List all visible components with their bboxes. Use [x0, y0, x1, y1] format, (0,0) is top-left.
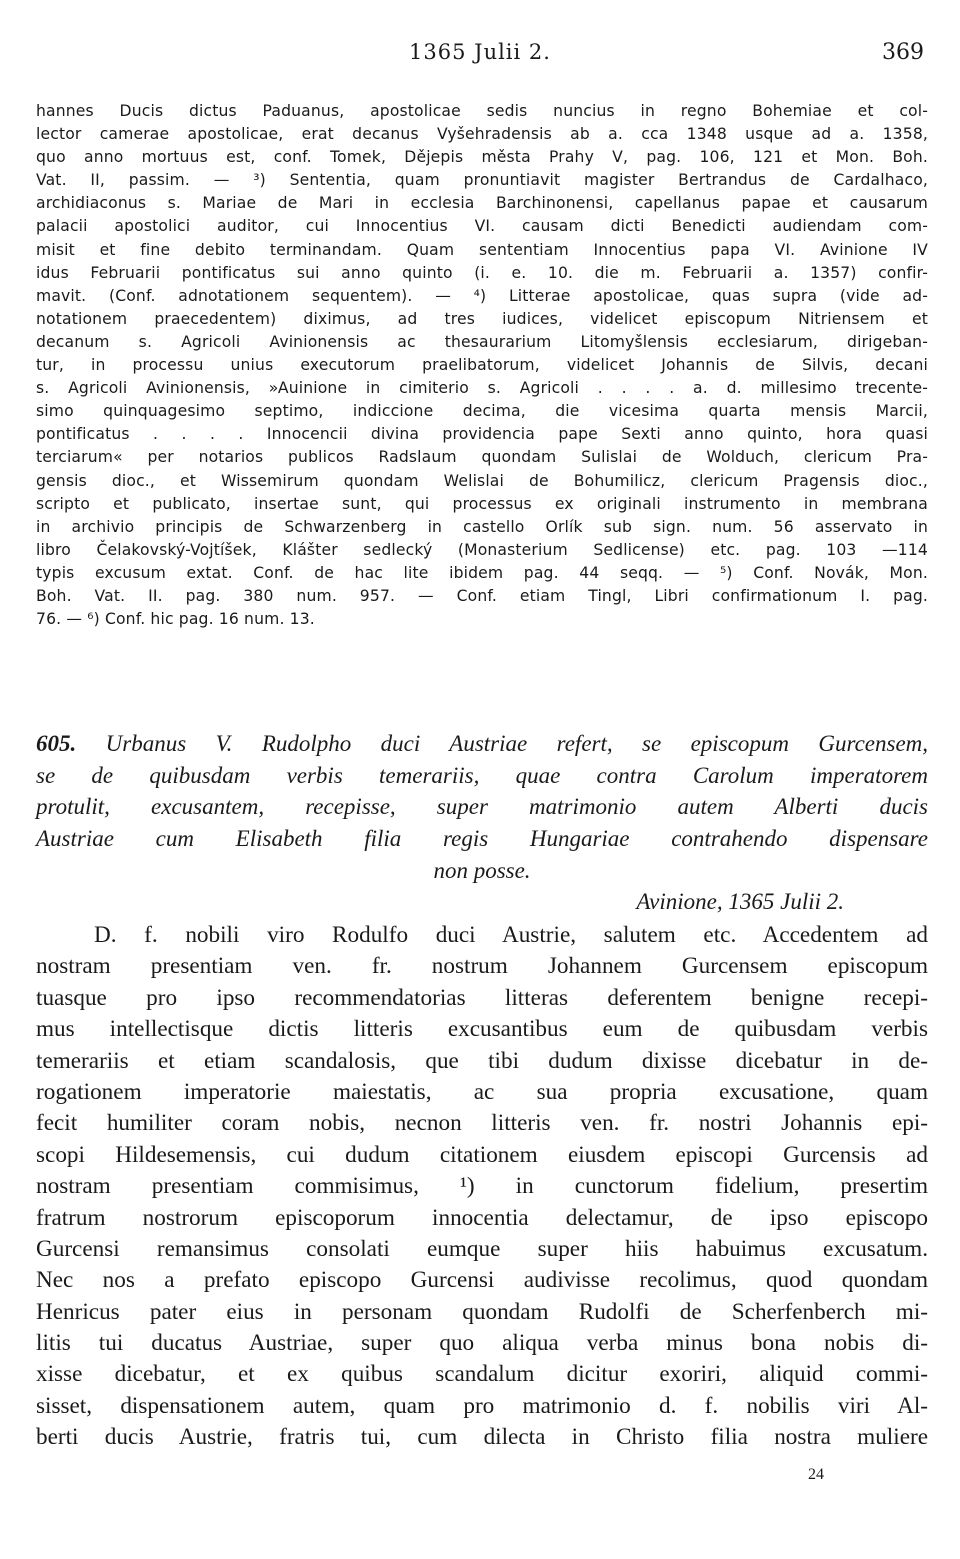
heading-line-1: [36, 728, 928, 760]
body-line: Nec nos a prefato episcopo Gurcensi audivisse recolimus, quod quondam: [36, 1267, 928, 1294]
body-line: sisset, dispensationem autem, quam pro matrimonio d. f. nobilis viri Al-: [36, 1392, 928, 1419]
footnote-line: libro Čelakovský-Vojtíšek, Klášter sedlecký (Monasterium Sedlicense) etc. pag. 103 —114: [36, 540, 928, 559]
body-line: tuasque pro ipso recommendatorias litteras deferentem benigne recepi-: [36, 984, 928, 1011]
place-date: Avinione, 1365 Julii 2.: [636, 889, 844, 915]
signature-mark: 24: [808, 1466, 824, 1483]
footnote-line: s. Agricoli Avinionensis, »Auinione in cimiterio s. Agricoli . . . . a. d. millesimo trecente-: [36, 379, 928, 398]
page-header: [36, 40, 924, 70]
footnote-line: tur, in processu unius executorum praelibatorum, videlicet Johannis de Silvis, decani: [36, 356, 928, 375]
footnote-line: idus Februarii pontificatus sui anno quinto (i. e. 10. die m. Februarii a. 1357) confir-: [36, 263, 928, 282]
footnote-line: typis excusum extat. Conf. de hac lite ibidem pag. 44 seqq. — ⁵) Conf. Novák, Mon.: [36, 563, 928, 582]
document-body: [36, 920, 928, 1454]
body-line: nostram presentiam ven. fr. nostrum Johannem Gurcensem episcopum: [36, 953, 928, 980]
body-line: litis tui ducatus Austriae, super quo aliqua verba minus bona nobis di-: [36, 1330, 928, 1357]
footnote-line: lector camerae apostolicae, erat decanus Vyšehradensis ab a. cca 1348 usque ad a. 1358,: [36, 125, 928, 144]
footnote-line: simo quinquagesimo septimo, indiccione decima, die vicesima quarta mensis Marcii,: [36, 402, 928, 421]
footnote-line: pontificatus . . . . Innocencii divina providencia pape Sexti anno quinto, hora quasi: [36, 425, 928, 444]
body-line: fratrum nostrorum episcoporum innocentia delectamur, de ipso episcopo: [36, 1204, 928, 1231]
heading-line: Austriae cum Elisabeth filia regis Hungariae contrahendo dispensare: [36, 826, 928, 852]
body-line: temerariis et etiam scandalosis, que tibi dudum dixisse dicebatur in de-: [36, 1047, 928, 1074]
footnote-line: scripto et publicato, insertae sunt, qui processus ex originali instrumento in membrana: [36, 494, 928, 513]
heading-line: non posse.: [433, 857, 531, 883]
document-heading: [36, 728, 928, 918]
body-line: scopi Hildesemensis, cui dudum citationem eiusdem episcopi Gurcensis ad: [36, 1141, 928, 1168]
footnote-line: 76. — ⁶) Conf. hic pag. 16 num. 13.: [36, 610, 315, 629]
running-head-date: 1365 Julii 2.: [409, 40, 551, 64]
heading-line: se de quibusdam verbis temerariis, quae contra Carolum imperatorem: [36, 762, 928, 788]
body-line: xisse dicebatur, et ex quibus scandalum dicitur exoriri, aliquid commi-: [36, 1361, 928, 1388]
footnote-line: mavit. (Conf. adnotationem sequentem). — ⁴) Litterae apostolicae, quas supra (vide ad-: [36, 286, 928, 305]
body-line: Gurcensi remansimus consolati eumque super hiis habuimus excusatum.: [36, 1235, 928, 1262]
footnote-line: Boh. Vat. II. pag. 380 num. 957. — Conf. etiam Tingl, Libri confirmationum I. pag.: [36, 586, 928, 605]
body-line: rogationem imperatorie maiestatis, ac sua propria excusatione, quam: [36, 1078, 928, 1105]
footnote-line: in archivio principis de Schwarzenberg in castello Orlík sub sign. num. 56 asservato in: [36, 517, 928, 536]
footnote-line: gensis dioc., et Wissemirum quondam Welislai de Bohumilicz, clericum Pragensis dioc.,: [36, 471, 928, 490]
body-line: mus intellectisque dictis litteris excusantibus eum de quibusdam verbis: [36, 1016, 928, 1043]
footnote-line: Vat. II, passim. — ³) Sententia, quam pronuntiavit magister Bertrandus de Cardalhaco,: [36, 171, 928, 190]
footnotes-block: [36, 100, 928, 631]
body-line: D. f. nobili viro Rodulfo duci Austrie, salutem etc. Accedentem ad: [94, 922, 928, 948]
footnote-line: quo anno mortuus est, conf. Tomek, Dějepis města Prahy V, pag. 106, 121 et Mon. Boh.: [36, 148, 928, 167]
heading-line: protulit, excusantem, recepisse, super matrimonio autem Alberti ducis: [36, 794, 928, 820]
body-line: Henricus pater eius in personam quondam Rudolfi de Scherfenberch mi-: [36, 1298, 928, 1325]
document-number: 605.: [36, 731, 77, 756]
footnote-line: terciarum« per notarios publicos Radslaum quondam Sulislai de Wolduch, clericum Pra-: [36, 448, 928, 467]
body-line: fecit humiliter coram nobis, necnon litteris ven. fr. nostri Johannis epi-: [36, 1110, 928, 1137]
heading-text: Urbanus V. Rudolpho duci Austriae refert, se episcopum Gurcensem,: [105, 731, 929, 756]
footnote-line: misit et fine debito terminandam. Quam sententiam Innocentius papa VI. Avinione IV: [36, 240, 928, 259]
footnote-line: hannes Ducis dictus Paduanus, apostolicae sedis nuncius in regno Bohemiae et col-: [36, 102, 928, 120]
body-line: berti ducis Austrie, fratris tui, cum dilecta in Christo filia nostra muliere: [36, 1424, 928, 1451]
page-number: 369: [882, 40, 924, 65]
footnote-line: notationem praecedentem) diximus, ad tres iudices, videlicet episcopum Nitriensem et: [36, 309, 928, 328]
body-line: nostram presentiam commisimus, ¹) in cunctorum fidelium, presertim: [36, 1173, 928, 1200]
footnote-line: decanum s. Agricoli Avinionensis ac thesaurarium Litomyšlensis ecclesiarum, dirigeban-: [36, 332, 928, 351]
footnote-line: palacii apostolici auditor, cui Innocentius VI. causam dicti Benedicti audiendam com-: [36, 217, 928, 236]
footnote-line: archidiaconus s. Mariae de Mari in ecclesia Barchinonensi, capellanus papae et causarum: [36, 194, 928, 213]
